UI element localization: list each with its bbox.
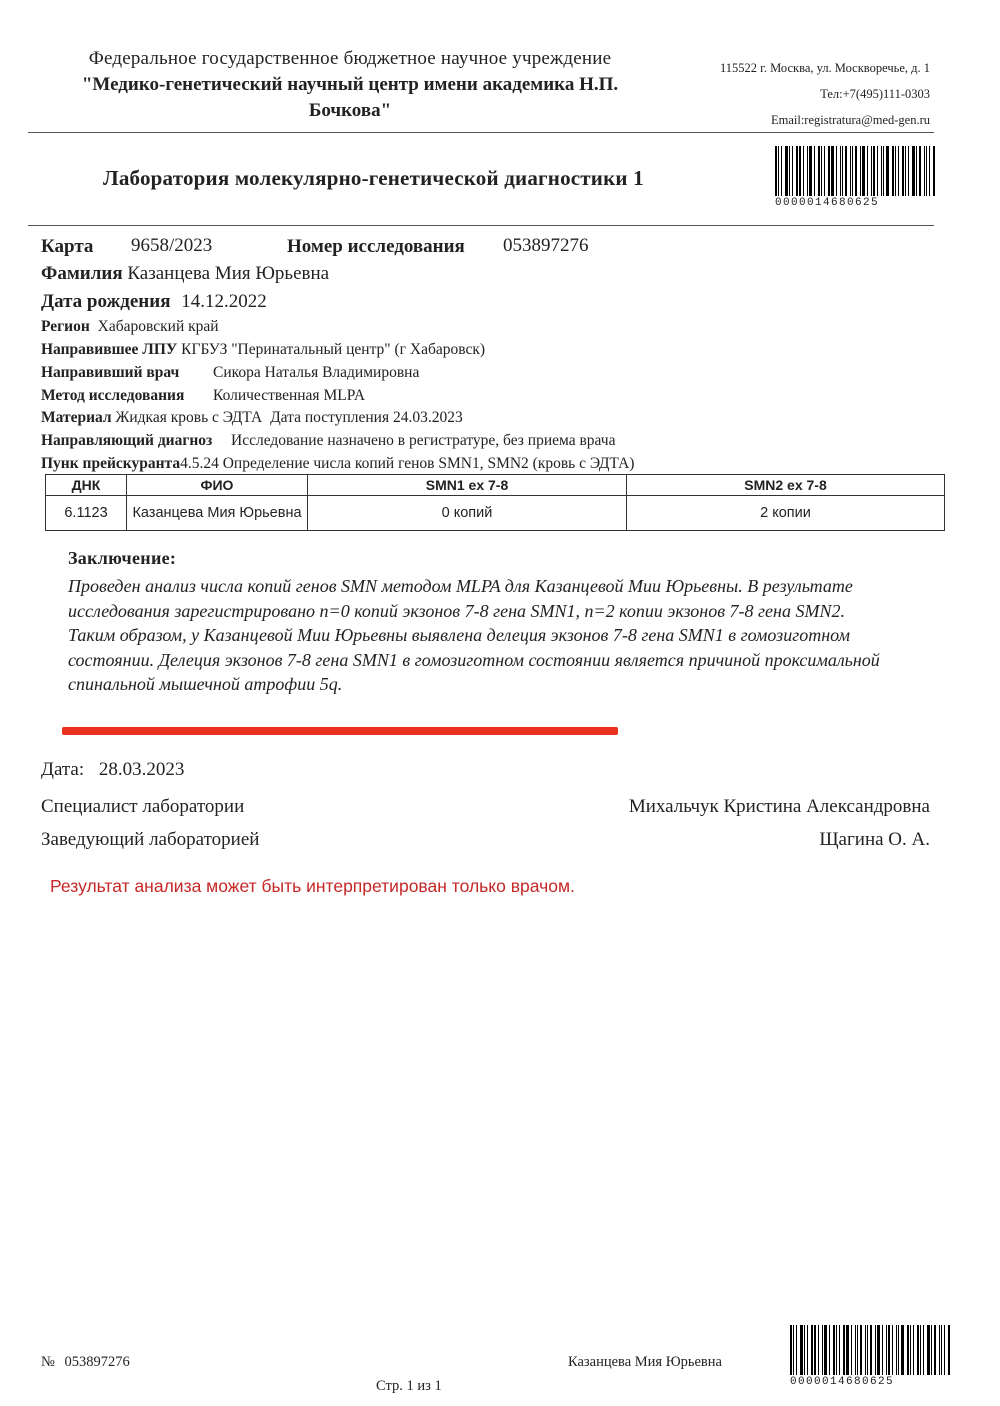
method-value: Количественная MLPA [213, 387, 366, 404]
barcode-bar [814, 146, 815, 196]
doctor-label: Направивший врач [41, 364, 180, 381]
barcode-bar [941, 1325, 942, 1375]
lpu-label: Направившее ЛПУ [41, 341, 178, 358]
barcode-bar [870, 1325, 872, 1375]
barcode-bar [862, 146, 865, 196]
barcode-bar [931, 1325, 932, 1375]
institution-line2: "Медико-генетический научный центр имени академика Н.П. [81, 74, 619, 95]
surname-row [41, 263, 329, 285]
barcode-bar [796, 146, 798, 196]
barcode-bar [875, 1325, 876, 1375]
barcode-bar [933, 146, 935, 196]
barcode-bar [860, 1325, 862, 1375]
barcode-bar [796, 1325, 797, 1375]
barcode-bar [811, 1325, 813, 1375]
material-row [41, 409, 463, 427]
barcode-top [775, 146, 936, 209]
red-highlight-line [62, 727, 618, 735]
barcode-bar [851, 1325, 852, 1375]
barcode-bar [881, 146, 882, 196]
price-value: 4.5.24 Определение числа копий генов SMN1, SMN2 (кровь с ЭДТА) [180, 455, 635, 472]
barcode-bar [917, 1325, 919, 1375]
barcode-bar [948, 1325, 950, 1375]
title-divider [28, 225, 934, 226]
barcode-bar [807, 1325, 808, 1375]
barcode-bar [846, 1325, 849, 1375]
head-label: Заведующий лабораторией [41, 829, 260, 850]
barcode-bar [905, 146, 906, 196]
head-name: Щагина О. А. [819, 829, 930, 850]
col-header-smn2: SMN2 ex 7-8 [627, 475, 945, 496]
diagnosis-label: Направляющий диагноз [41, 432, 213, 449]
barcode-bar [809, 146, 812, 196]
barcode-bar [790, 1325, 792, 1375]
barcode-bar [886, 1325, 887, 1375]
barcode-bar [799, 146, 801, 196]
phone: Тел:+7(495)111-0303 [820, 87, 930, 101]
barcode-bar [912, 146, 915, 196]
barcode-bar [829, 1325, 830, 1375]
barcode-bar [800, 1325, 803, 1375]
date-row [41, 759, 184, 781]
dob-row [41, 291, 267, 313]
specialist-label: Специалист лаборатории [41, 796, 245, 817]
barcode-bar [882, 1325, 883, 1375]
barcode-bar [910, 1325, 911, 1375]
barcode-bar [913, 1325, 914, 1375]
institution-line1: Федеральное государственное бюджетное научное учреждение [88, 48, 612, 69]
region-row [41, 318, 219, 336]
cell-fio: Казанцева Мия Юрьевна [127, 496, 308, 531]
cell-smn1: 0 копий [308, 496, 627, 531]
conclusion-paragraph1: Проведен анализ числа копий генов SMN методом MLPA для Казанцевой Мии Юрьевны. В результате исследования зарегистрировано n=0 копий экзонов 7-8 гена SMN1, n=2 копии экзонов 7-8 гена SMN2. [68, 576, 853, 621]
table-header-row [46, 475, 945, 496]
barcode-bar [804, 1325, 805, 1375]
institution-header [30, 46, 670, 124]
barcode-bar [860, 146, 861, 196]
barcode-bar [807, 146, 808, 196]
barcode-bar [824, 146, 825, 196]
barcode-bar [892, 1325, 893, 1375]
barcode-bar [924, 146, 925, 196]
material-value: Жидкая кровь с ЭДТА [115, 409, 263, 426]
barcode-bar [836, 1325, 837, 1375]
col-header-fio: ФИО [127, 475, 308, 496]
barcode-bar [886, 146, 889, 196]
barcode-bar [920, 1325, 921, 1375]
footer-number-label: № [41, 1354, 55, 1370]
price-row [41, 455, 634, 473]
barcode-bar [855, 1325, 856, 1375]
barcode-bar [877, 146, 878, 196]
surname-label: Фамилия [41, 263, 123, 284]
barcode-bar [923, 1325, 924, 1375]
conclusion-paragraph2: Таким образом, у Казанцевой Мии Юрьевны выявлена делеция экзонов 7-8 гена SMN1 в гомозиготном состоянии. Делеция экзонов 7-8 гена SMN1 в гомозиготном состоянии является причиной проксимальной спинальной мышечной атрофии 5q. [68, 625, 880, 694]
barcode-bar [831, 146, 834, 196]
barcode-bar [845, 146, 847, 196]
region-value: Хабаровский край [97, 318, 219, 335]
address: 115522 г. Москва, ул. Москворечье, д. 1 [719, 61, 930, 75]
barcode-bar [843, 1325, 845, 1375]
barcode-bar [840, 146, 841, 196]
barcode-bar [781, 146, 782, 196]
institution-line3: Бочкова" [308, 100, 392, 121]
barcode-bar [778, 146, 779, 196]
disclaimer: Результат анализа может быть интерпретирован только врачом. [50, 876, 575, 896]
barcode-bar [873, 146, 875, 196]
barcode-bar [883, 146, 884, 196]
received-label: Дата поступления [270, 409, 390, 426]
diagnosis-value: Исследование назначено в регистратуре, без приема врача [231, 432, 616, 449]
barcode-number: 0000014680625 [775, 197, 880, 209]
barcode-bar [821, 146, 822, 196]
barcode-bar [818, 146, 820, 196]
barcode-bar [898, 1325, 899, 1375]
material-label: Материал [41, 409, 112, 426]
barcode-bar [895, 146, 896, 196]
barcode-number-bottom: 0000014680625 [790, 1376, 895, 1388]
contact-block [720, 55, 930, 133]
barcode-bar [916, 146, 917, 196]
specialist-name: Михальчук Кристина Александровна [628, 796, 930, 817]
card-label: Карта [41, 236, 94, 257]
barcode-bar [926, 146, 927, 196]
barcode-bar [824, 1325, 827, 1375]
barcode-bar [877, 1325, 880, 1375]
footer-number [41, 1354, 130, 1371]
col-header-smn1: SMN1 ex 7-8 [308, 475, 627, 496]
barcode-bar [871, 146, 872, 196]
barcode-bar [822, 1325, 823, 1375]
lpu-row [41, 341, 485, 359]
barcode-bar [919, 146, 921, 196]
card-value: 9658/2023 [131, 235, 213, 256]
barcode-bottom [790, 1325, 951, 1388]
barcode-bar [888, 1325, 890, 1375]
barcode-bar [857, 1325, 858, 1375]
barcode-bar [775, 146, 777, 196]
footer-number-value: 053897276 [64, 1354, 130, 1370]
barcode-bar [833, 1325, 835, 1375]
barcode-bar [789, 146, 790, 196]
study-label: Номер исследования [287, 236, 465, 257]
conclusion-text [68, 574, 928, 697]
barcode-bars [775, 146, 936, 196]
cell-dna: 6.1123 [46, 496, 127, 531]
diagnosis-row [41, 432, 615, 450]
received-value: 24.03.2023 [392, 409, 463, 426]
surname-value: Казанцева Мия Юрьевна [127, 263, 330, 284]
doctor-value: Сикора Наталья Владимировна [213, 364, 420, 381]
date-value: 28.03.2023 [98, 759, 185, 780]
barcode-bars [790, 1325, 951, 1375]
lab-title: Лаборатория молекулярно-генетической диагностики 1 [103, 166, 644, 190]
email: Email:registratura@med-gen.ru [770, 113, 930, 127]
barcode-bar [785, 146, 788, 196]
study-value: 053897276 [503, 235, 589, 256]
method-label: Метод исследования [41, 387, 185, 404]
barcode-bar [892, 146, 894, 196]
barcode-bar [867, 1325, 868, 1375]
cell-smn2: 2 копии [627, 496, 945, 531]
barcode-bar [908, 146, 909, 196]
price-label: Пунк прейскуранта [41, 455, 181, 472]
dob-value: 14.12.2022 [181, 291, 267, 312]
card-row [41, 236, 93, 258]
dob-label: Дата рождения [41, 291, 171, 312]
barcode-bar [792, 146, 793, 196]
barcode-bar [828, 146, 830, 196]
barcode-bar [867, 146, 868, 196]
barcode-bar [907, 1325, 909, 1375]
table-row [46, 496, 945, 531]
conclusion-title: Заключение: [68, 548, 177, 568]
barcode-bar [901, 1325, 904, 1375]
barcode-bar [902, 146, 904, 196]
footer-page: Стр. 1 из 1 [376, 1378, 442, 1394]
barcode-bar [842, 146, 843, 196]
col-header-dna: ДНК [46, 475, 127, 496]
barcode-bar [850, 146, 851, 196]
barcode-bar [793, 1325, 794, 1375]
barcode-bar [803, 146, 804, 196]
barcode-bar [836, 146, 837, 196]
barcode-bar [896, 1325, 897, 1375]
barcode-bar [865, 1325, 866, 1375]
barcode-bar [898, 146, 899, 196]
barcode-bar [944, 1325, 945, 1375]
header-divider [28, 132, 934, 133]
results-table [45, 474, 945, 531]
footer-patient-name: Казанцева Мия Юрьевна [568, 1354, 722, 1370]
barcode-bar [818, 1325, 819, 1375]
barcode-bar [855, 146, 857, 196]
barcode-bar [934, 1325, 936, 1375]
lpu-value: КГБУЗ "Перинатальный центр" (г Хабаровск) [181, 341, 486, 358]
region-label: Регион [41, 318, 90, 335]
barcode-bar [839, 1325, 840, 1375]
barcode-bar [927, 1325, 930, 1375]
barcode-bar [852, 146, 853, 196]
barcode-bar [814, 1325, 816, 1375]
date-label: Дата: [41, 759, 85, 780]
barcode-bar [929, 146, 930, 196]
barcode-bar [939, 1325, 940, 1375]
